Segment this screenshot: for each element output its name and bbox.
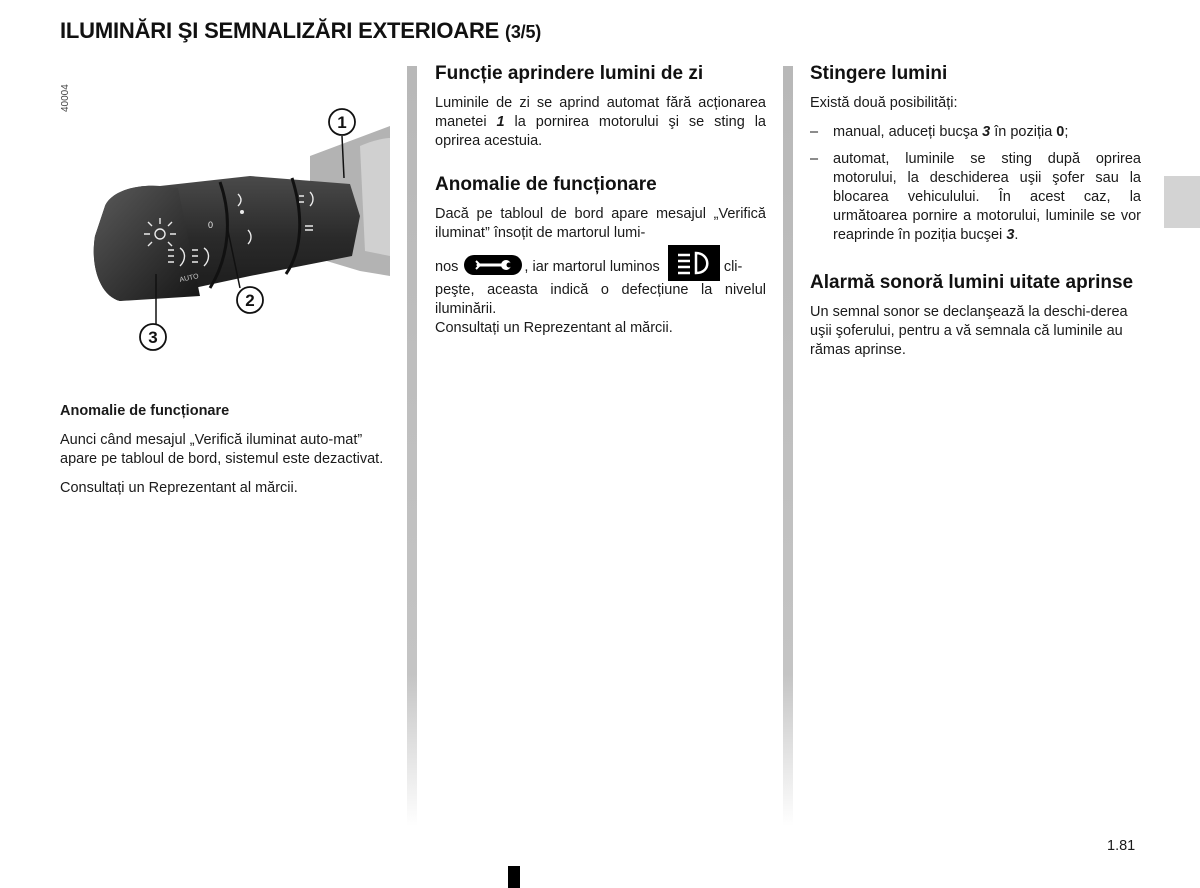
page-title xyxy=(60,18,541,44)
page-number: 1.81 xyxy=(1107,838,1136,854)
callout-3-label: 3 xyxy=(148,328,158,347)
ring-mark-auto: AUTO xyxy=(178,273,200,284)
right-column xyxy=(810,62,1141,370)
malfunction-text-2: nos , iar martorul luminos cli- xyxy=(435,249,766,285)
page-edge-mark xyxy=(508,866,520,888)
daytime-lights-text: Luminile de zi se aprind automat fără acționarea manetei 1 la pornirea motorului şi se sting la oprirea acestuia. xyxy=(435,95,766,149)
forgotten-lights-text: Un semnal sonor se declanşează la deschi-derea uşii şoferului, pentru a vă semnala că luminile au rămas aprinse. xyxy=(810,304,1128,358)
figure-code: 40004 xyxy=(60,84,71,112)
left-heading: Anomalie de funcționare xyxy=(60,403,230,419)
malfunction-heading: Anomalie de funcționare xyxy=(435,174,657,195)
position-dot xyxy=(240,210,244,214)
page-title-part: (3/5) xyxy=(505,22,542,42)
lights-off-list xyxy=(810,123,1141,245)
list-item: – manual, aduceți bucşa 3 în poziția 0; xyxy=(810,123,1141,142)
column-divider-right xyxy=(783,66,793,826)
malfunction-text-3: peşte, aceasta indică o defecțiune la nivelul iluminării. xyxy=(435,282,766,317)
left-column xyxy=(60,402,391,508)
left-paragraph-2: Consultați un Reprezentant al mărcii. xyxy=(60,480,298,496)
malfunction-text-1: Dacă pe tabloul de bord apare mesajul „Verifică iluminat” însoțit de martorul lumi- xyxy=(435,206,766,241)
malfunction-text-4: Consultați un Reprezentant al mărcii. xyxy=(435,320,673,336)
ring-mark-zero: 0 xyxy=(208,220,214,230)
lights-off-intro: Există două posibilități: xyxy=(810,95,958,111)
lights-off-heading: Stingere lumini xyxy=(810,63,948,84)
column-divider-left xyxy=(407,66,417,826)
column-highlight xyxy=(360,138,390,256)
headlight-warning-icon xyxy=(668,245,720,281)
forgotten-lights-heading: Alarmă sonoră lumini uitate aprinse xyxy=(810,272,1134,293)
callout-1-label: 1 xyxy=(337,113,347,132)
callout-2-label: 2 xyxy=(245,291,255,310)
chapter-tab xyxy=(1164,176,1200,228)
list-item: – automat, luminile se sting după oprirea motorului, la deschiderea uşii şofer sau la blocarea vehiculului. În acest caz, la următoarea pornire a motorului, luminile se vor reaprinde în poziția bucşei 3. xyxy=(810,150,1141,245)
page-title-text: ILUMINĂRI ŞI SEMNALIZĂRI EXTERIOARE xyxy=(60,18,500,43)
service-warning-icon xyxy=(464,255,522,275)
lighting-stalk-illustration xyxy=(60,66,390,366)
middle-column xyxy=(435,62,766,338)
daytime-lights-heading: Funcție aprindere lumini de zi xyxy=(435,63,704,84)
left-paragraph-1: Aunci când mesajul „Verifică iluminat auto-mat” apare pe tabloul de bord, sistemul este dezactivat. xyxy=(60,432,384,467)
